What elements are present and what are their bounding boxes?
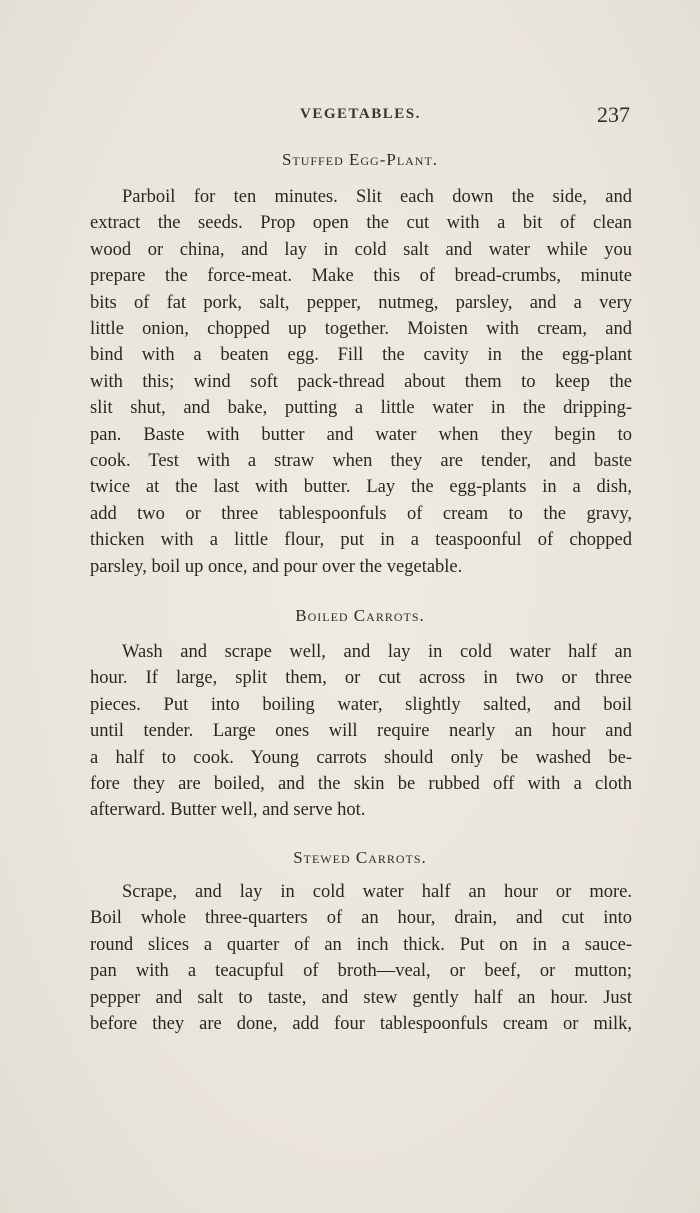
text-line: pepper and salt to taste, and stew gently half an hour. Just (90, 987, 632, 1008)
text-line: slit shut, and bake, putting a little water in the dripping- (90, 398, 632, 419)
text-line: with this; wind soft pack-thread about them to keep the (90, 371, 632, 392)
text-line: pieces. Put into boiling water, slightly salted, and boil (90, 694, 632, 715)
text-line: parsley, boil up once, and pour over the vegetable. (90, 556, 463, 577)
text-line: little onion, chopped up together. Moisten with cream, and (90, 319, 632, 340)
page-header (90, 102, 630, 132)
text-line: round slices a quarter of an inch thick. Put on in a sauce- (90, 934, 632, 955)
text-line: extract the seeds. Prop open the cut with a bit of clean (90, 213, 632, 234)
text-line: add two or three tablespoonfuls of cream to the gravy, (90, 503, 632, 524)
text-line: fore they are boiled, and the skin be rubbed off with a cloth (90, 774, 632, 795)
text-line: Wash and scrape well, and lay in cold water half an (122, 642, 632, 662)
text-line: twice at the last with butter. Lay the egg-plants in a dish, (90, 477, 632, 498)
text-line: wood or china, and lay in cold salt and water while you (90, 239, 632, 260)
text-line: before they are done, add four tablespoonfuls cream or milk, (90, 1014, 632, 1035)
page-number: 237 (597, 102, 630, 127)
text-line: Boil whole three-quarters of an hour, drain, and cut into (90, 908, 632, 929)
text-line: pan. Baste with butter and water when they begin to (90, 424, 632, 445)
text-line: cook. Test with a straw when they are tender, and baste (90, 451, 632, 472)
paragraph-boiled-carrots (90, 639, 632, 824)
running-head: VEGETABLES. (300, 106, 421, 122)
paragraph-stewed-carrots (90, 879, 632, 1037)
text-line: afterward. Butter well, and serve hot. (90, 800, 366, 821)
section-title-boiled-carrots: Boiled Carrots. (295, 606, 425, 625)
text-line: Parboil for ten minutes. Slit each down the side, and (122, 187, 632, 207)
text-line: prepare the force-meat. Make this of bread-crumbs, minute (90, 266, 632, 287)
section-title-stewed-carrots: Stewed Carrots. (293, 848, 427, 867)
text-line: until tender. Large ones will require nearly an hour and (90, 721, 632, 742)
section-title-stuffed-egg-plant: Stuffed Egg-Plant. (281, 150, 439, 169)
paragraph-stuffed-egg-plant (90, 184, 632, 580)
text-line: bits of fat pork, salt, pepper, nutmeg, parsley, and a very (90, 292, 632, 313)
text-line: Scrape, and lay in cold water half an hour or more. (122, 882, 632, 902)
text-line: thicken with a little flour, put in a teaspoonful of chopped (90, 530, 632, 551)
text-line: bind with a beaten egg. Fill the cavity in the egg-plant (90, 345, 632, 366)
text-line: hour. If large, split them, or cut across in two or three (90, 668, 632, 689)
text-line: pan with a teacupful of broth—veal, or beef, or mutton; (90, 961, 632, 982)
text-line: a half to cook. Young carrots should only be washed be- (90, 747, 632, 768)
